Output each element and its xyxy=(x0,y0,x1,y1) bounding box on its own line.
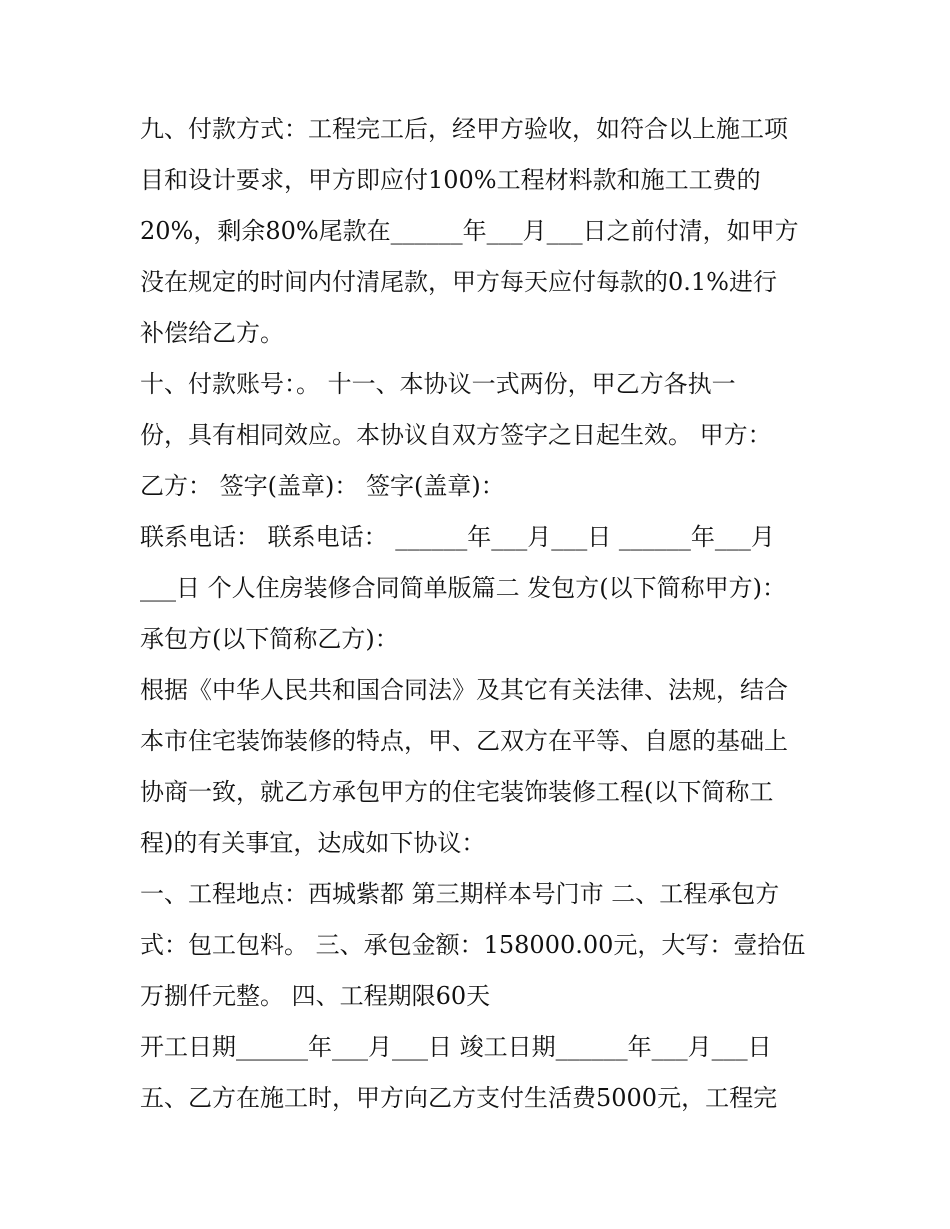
text-line: 五、乙方在施工时，甲方向乙方支付生活费5000元，工程完 xyxy=(140,1084,778,1112)
text-line: 补偿给乙方。 xyxy=(140,319,284,347)
text-line: 开工日期______年___月___日 竣工日期______年___月___日 xyxy=(140,1033,772,1061)
text-line: 份，具有相同效应。本协议自双方签字之日起生效。 甲方： xyxy=(140,421,772,449)
text-line: 联系电话： 联系电话： ______年___月___日 ______年___月 xyxy=(140,523,775,551)
text-line: 本市住宅装饰装修的特点，甲、乙双方在平等、自愿的基础上 xyxy=(140,727,788,755)
text-line: 乙方： 签字(盖章)： 签字(盖章)： xyxy=(140,472,505,500)
text-line: 没在规定的时间内付清尾款，甲方每天应付每款的0.1%进行 xyxy=(140,268,777,296)
text-line: 一、工程地点：西城紫都 第三期样本号门市 二、工程承包方 xyxy=(140,880,780,908)
text-line: 十、付款账号：。 十一、本协议一式两份，甲乙方各执一 xyxy=(140,370,736,398)
text-line: 协商一致，就乙方承包甲方的住宅装饰装修工程(以下简称工 xyxy=(140,778,774,806)
text-line: 式：包工包料。 三、承包金额：158000.00元，大写：壹拾伍 xyxy=(140,931,806,959)
text-line: ___日 个人住房装修合同简单版篇二 发包方(以下简称甲方)： xyxy=(140,574,786,602)
text-line: 根据《中华人民共和国合同法》及其它有关法律、法规，结合 xyxy=(140,676,788,704)
contract-text xyxy=(140,104,820,1124)
text-line: 承包方(以下简称乙方)： xyxy=(140,625,399,653)
text-line: 程)的有关事宜，达成如下协议： xyxy=(140,829,486,857)
text-line: 万捌仟元整。 四、工程期限60天 xyxy=(140,982,491,1010)
text-line: 目和设计要求，甲方即应付100%工程材料款和施工工费的 xyxy=(140,166,761,194)
text-line: 20%，剩余80%尾款在______年___月___日之前付清，如甲方 xyxy=(140,217,799,245)
text-line: 九、付款方式：工程完工后，经甲方验收，如符合以上施工项 xyxy=(140,115,788,143)
